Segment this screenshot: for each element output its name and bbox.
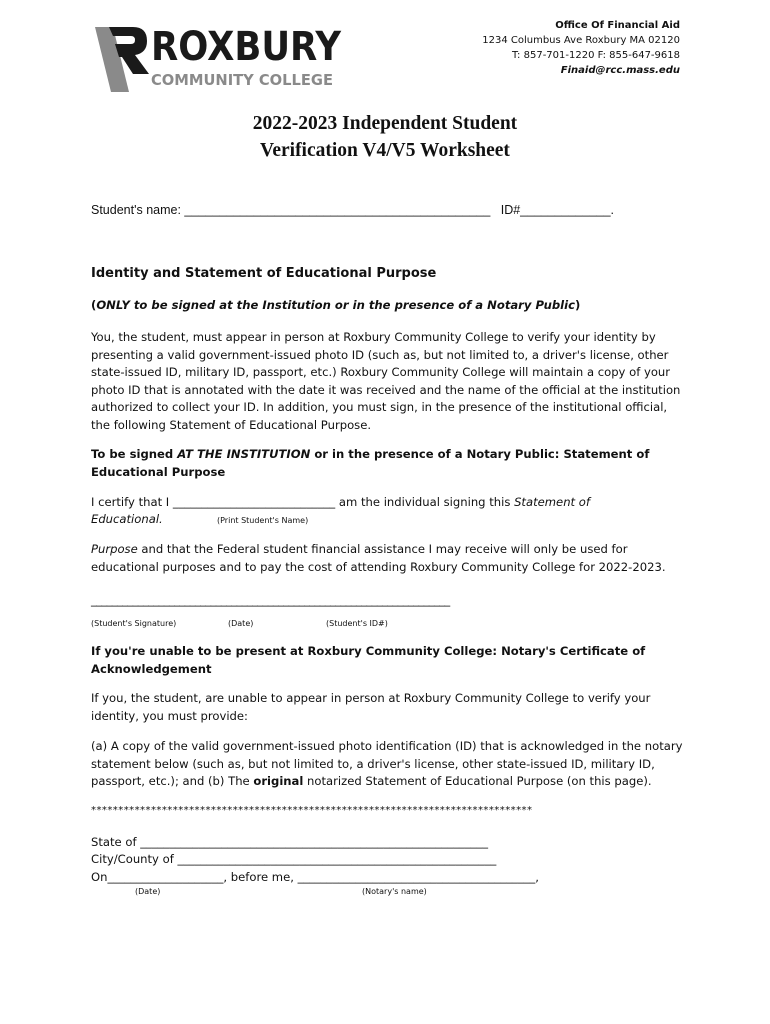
paren-close: )	[574, 298, 581, 312]
signing-requirement-text: ONLY to be signed at the Institution or in the presence of a Notary Public	[96, 298, 575, 312]
notary-heading: If you're unable to be present at Roxbury Community College: Notary's Certificate of Acknowledgement	[91, 644, 646, 676]
certify-text: I certify that I ____________________________ am the individual signing this	[91, 495, 515, 509]
office-address: 1234 Columbus Ave Roxbury MA 02120	[482, 35, 680, 46]
logo-graphic	[95, 22, 345, 92]
certify-em: Statement of	[514, 495, 590, 509]
paren-open: (	[91, 298, 97, 312]
identity-heading: Identity and Statement of Educational Purpose	[91, 266, 437, 281]
star-divider: *********************************************************************************	[91, 805, 533, 816]
educational-word: Educational.	[91, 512, 163, 526]
student-id-label: (Student's ID#)	[326, 619, 388, 628]
certify-line[interactable]	[91, 494, 590, 512]
purpose-em: Purpose	[91, 542, 138, 556]
signing-requirement	[91, 297, 683, 315]
signature-line[interactable]: _____________________________________________________________________	[91, 593, 450, 607]
notary-intro: If you, the student, are unable to appear in person at Roxbury Community College to verify your identity, you must provide:	[91, 691, 651, 723]
requirements-post: notarized Statement of Educational Purpose (on this page).	[303, 774, 652, 788]
notary-name-label: (Notary's name)	[362, 887, 427, 896]
logo-subtitle: COMMUNITY COLLEGE	[151, 71, 333, 89]
identity-intro: You, the student, must appear in person at Roxbury Community College to verify your identity by presenting a valid government-issued photo ID (such as, but not limited to, a driver's license, other state-issued ID, military ID, passport, etc.) Roxbury Community College will maintain a copy of your photo ID that is annotated with the date it was received and the name of the official at the institution authorized to collect your ID. In addition, you must sign, in the presence of the institutional official, the following Statement of Educational Purpose.	[91, 330, 681, 432]
page-title	[0, 110, 770, 164]
logo-name: ROXBURY	[151, 24, 342, 70]
title-line-1: 2022-2023 Independent Student	[252, 113, 518, 134]
notary-requirements	[91, 738, 683, 791]
print-name-label: (Print Student's Name)	[217, 516, 309, 525]
title-line-2: Verification V4/V5 Worksheet	[260, 140, 510, 161]
student-name-id-line[interactable]: Student's name: ____________________________________________ ID#_____________.	[91, 203, 615, 217]
notary-date-label: (Date)	[135, 887, 161, 896]
office-email: Finaid@rcc.mass.edu	[560, 65, 680, 76]
requirements-bold: original	[253, 774, 304, 788]
date-label: (Date)	[228, 619, 254, 628]
office-contact	[482, 18, 680, 78]
requirements-pre: (a) A copy of the valid government-issued photo identification (ID) that is acknowledged in the notary statement below (such as, but not limited to, a driver's license, other state-issued ID, military ID, passport, etc.); and (b) The	[91, 739, 683, 788]
office-name: Office Of Financial Aid	[555, 20, 680, 31]
institution-heading-post: or in the presence of a Notary Public: Statement of Educational Purpose	[91, 447, 650, 479]
purpose-text: and that the Federal student financial assistance I may receive will only be used for educational purposes and to pay the cost of attending Roxbury Community College for 2022-2023.	[91, 542, 666, 574]
institution-heading-em: AT THE INSTITUTION	[177, 447, 311, 461]
purpose-paragraph	[91, 541, 683, 576]
state-of-line[interactable]: State of ____________________________________________________________	[91, 835, 489, 849]
office-phone: T: 857-701-1220 F: 855-647-9618	[512, 50, 680, 61]
on-date-before-me-line[interactable]: On____________________, before me, _________________________________________,	[91, 870, 539, 884]
student-signature-label: (Student's Signature)	[91, 619, 177, 628]
institution-heading	[91, 446, 683, 481]
institution-heading-pre: To be signed	[91, 447, 178, 461]
college-logo	[95, 22, 345, 92]
city-county-line[interactable]: City/County of _______________________________________________________	[91, 852, 497, 866]
